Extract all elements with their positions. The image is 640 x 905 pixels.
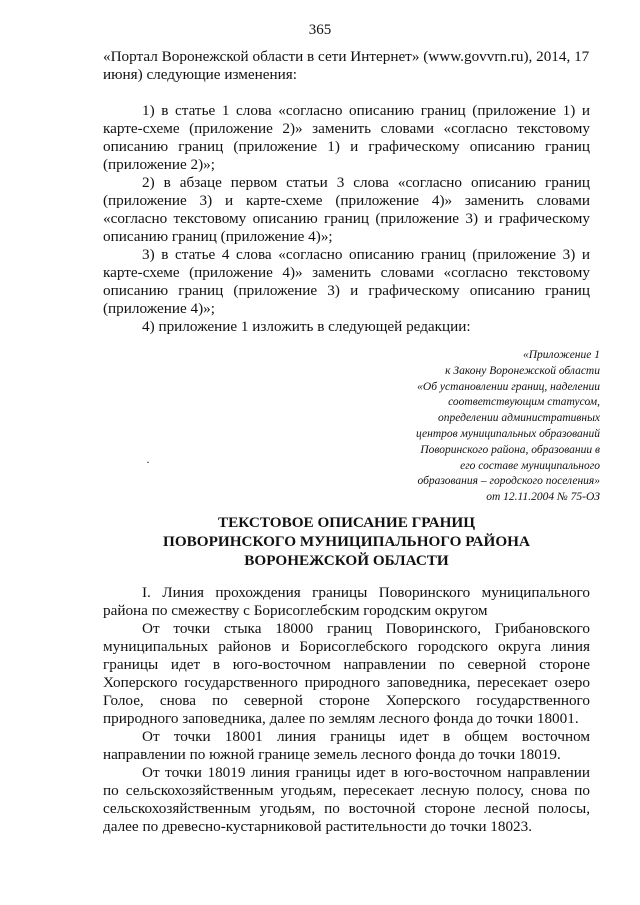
title-line: ТЕКСТОВОЕ ОПИСАНИЕ ГРАНИЦ: [217, 514, 476, 531]
amendment-item: 1) в статье 1 слова «согласно описанию границ (приложение 1) и карте-схеме (приложение 2)» заменить словами «согласно текстовому описанию границ (приложение 1) и графическому описанию границ (приложение 2)»;: [103, 102, 590, 173]
appendix-line: центров муниципальных образований: [416, 427, 600, 440]
appendix-line: от 12.11.2004 № 75-ОЗ: [486, 491, 600, 504]
amendment-item: 3) в статье 4 слова «согласно описанию границ (приложение 3) и карте-схеме (приложение 4)» заменить словами «согласно текстовому описанию границ (приложение 3) и графическому описанию границ (приложение 4)»;: [103, 246, 590, 317]
intro-text: [103, 48, 590, 84]
appendix-line: образования – городского поселения»: [417, 475, 600, 488]
description-paragraph: От точки 18001 линия границы идет в общем восточном направлении по южной границе земель лесного фонда до точки 18019.: [103, 728, 590, 763]
description-paragraph: От точки стыка 18000 границ Поворинского, Грибановского муниципальных районов и Борисоглебского городского округа линия границы идет в юго-восточном направлении по северной стороне Хоперского государственного природного заповедника, пересекает озеро Голое, снова по северной стороне Хоперского государственного природного заповедника, далее по землям лесного фонда до точки 18001.: [103, 620, 590, 727]
boundary-description: [103, 584, 590, 836]
appendix-reference: [360, 348, 600, 506]
amendment-item: 2) в абзаце первом статьи 3 слова «согласно описанию границ (приложение 3) и карте-схеме (приложение 4)» заменить словами «согласно текстовому описанию границ (приложение 3) и графическому описанию границ (приложение 4)»;: [103, 174, 590, 245]
appendix-line: определении административных: [438, 412, 600, 425]
amendments-list: [103, 102, 590, 336]
description-paragraph: От точки 18019 линия границы идет в юго-восточном направлении по сельскохозяйственным угодьям, пересекает лесную полосу, снова по сельскохозяйственным угодьям, по восточной стороне лесной полосы, далее по древесно-кустарниковой растительности до точки 18023.: [103, 764, 590, 835]
amendment-item: 4) приложение 1 изложить в следующей редакции:: [142, 318, 471, 335]
title-line: ВОРОНЕЖСКОЙ ОБЛАСТИ: [244, 552, 449, 569]
appendix-line: к Закону Воронежской области: [445, 364, 600, 377]
appendix-line: его составе муниципального: [460, 459, 600, 472]
section-title: [103, 513, 590, 570]
appendix-line: соответствующим статусом,: [448, 396, 600, 409]
appendix-line: «Приложение 1: [522, 349, 600, 361]
appendix-line: Поворинского района, образовании в: [420, 443, 600, 456]
stray-mark: ·: [146, 455, 150, 469]
page-number: 365: [308, 22, 332, 38]
description-paragraph: I. Линия прохождения границы Поворинского муниципального района по смежеству с Борисоглебским городским округом: [103, 584, 590, 619]
appendix-line: «Об установлении границ, наделении: [417, 380, 600, 393]
title-line: ПОВОРИНСКОГО МУНИЦИПАЛЬНОГО РАЙОНА: [163, 533, 530, 550]
intro-line: июня) следующие изменения:: [103, 66, 297, 83]
intro-line: «Портал Воронежской области в сети Интернет» (www.govvrn.ru), 2014, 17: [103, 48, 590, 65]
